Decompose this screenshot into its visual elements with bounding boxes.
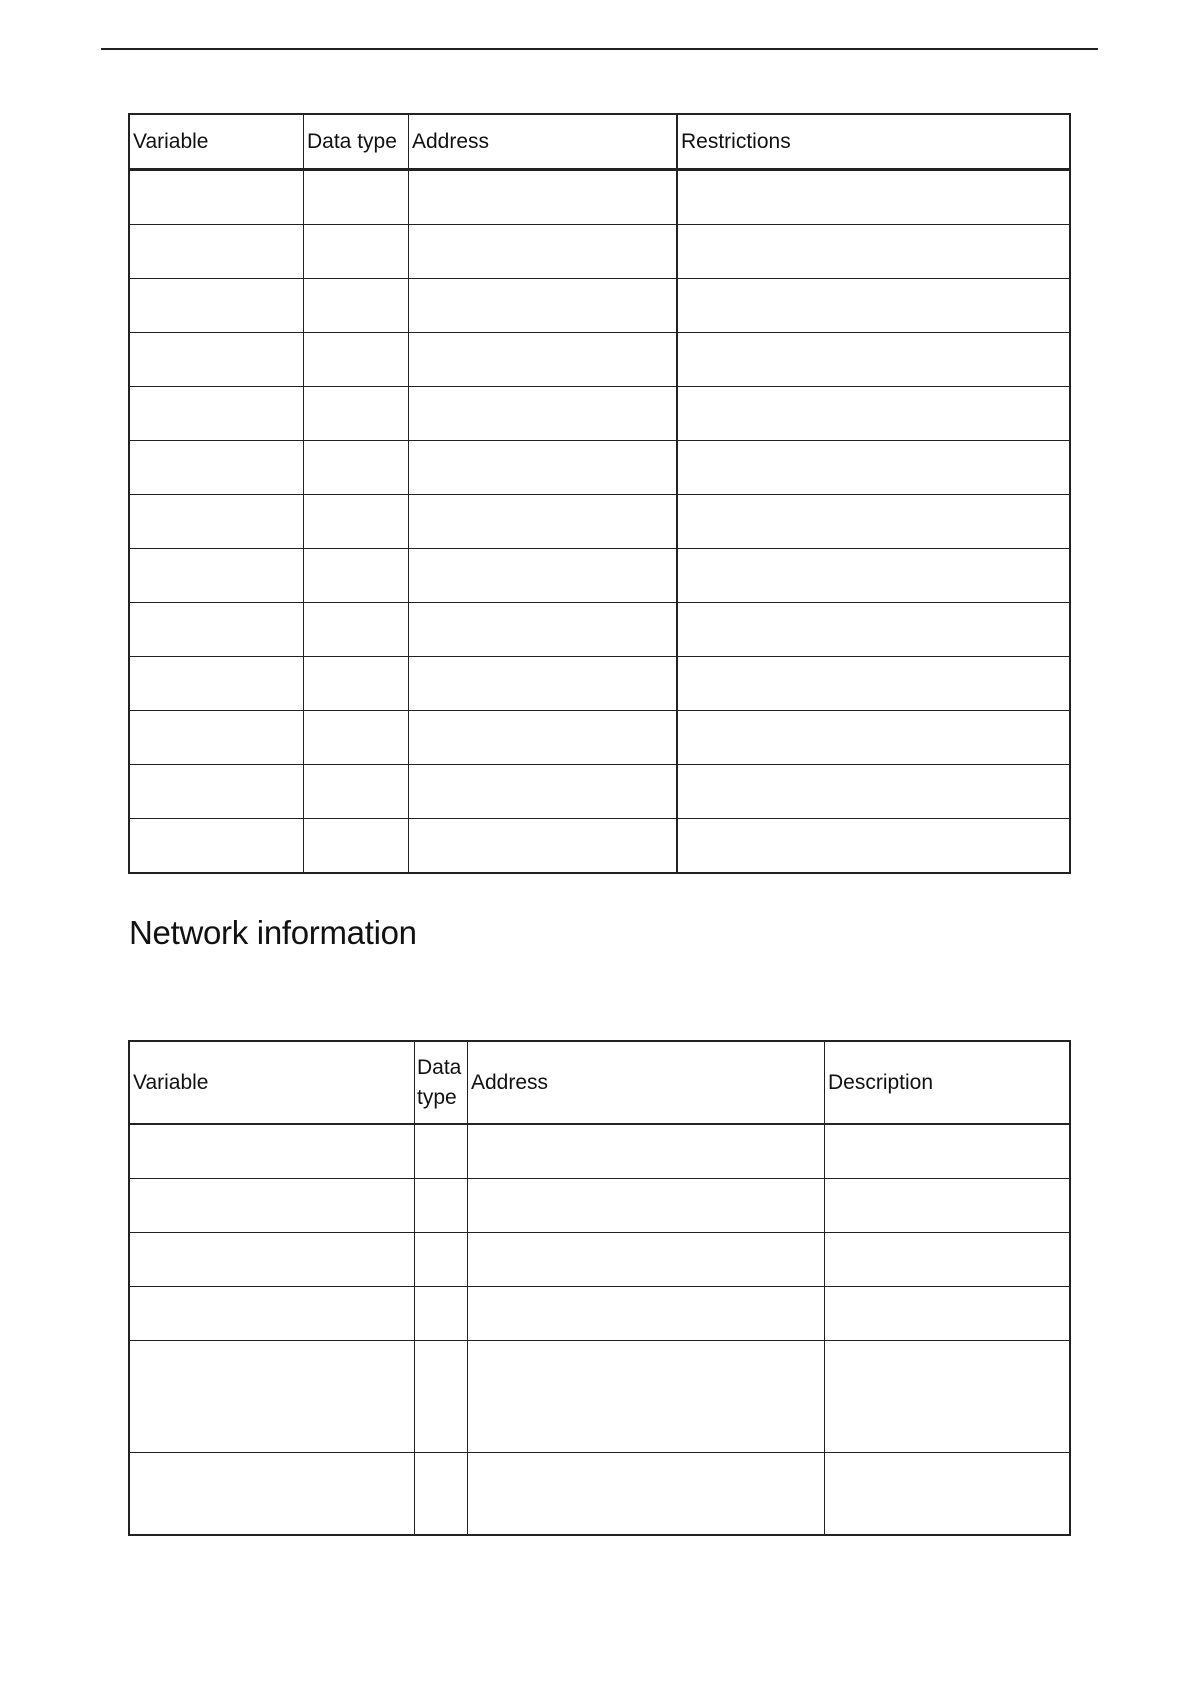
table-cell	[409, 495, 678, 549]
table-cell	[129, 711, 304, 765]
table-cell	[129, 1341, 415, 1453]
column-header-address: Address	[468, 1041, 825, 1124]
table-row	[129, 549, 1070, 603]
table-cell	[129, 333, 304, 387]
table-cell	[129, 279, 304, 333]
table-cell	[677, 225, 1070, 279]
table-row	[129, 279, 1070, 333]
table-cell	[415, 1233, 468, 1287]
table-cell	[825, 1233, 1071, 1287]
table-row	[129, 441, 1070, 495]
table-cell	[409, 170, 678, 225]
table-cell	[129, 225, 304, 279]
variables-table	[128, 113, 1071, 874]
table-cell	[129, 1233, 415, 1287]
column-header-restrictions: Restrictions	[677, 114, 1070, 170]
table-cell	[304, 279, 409, 333]
table-cell	[129, 1179, 415, 1233]
table-cell	[129, 1124, 415, 1179]
table-row	[129, 819, 1070, 874]
table-cell	[129, 765, 304, 819]
table-cell	[304, 657, 409, 711]
table-cell	[129, 1453, 415, 1536]
table-cell	[129, 495, 304, 549]
table-cell	[468, 1233, 825, 1287]
table-row	[129, 333, 1070, 387]
table-cell	[825, 1124, 1071, 1179]
table-cell	[304, 170, 409, 225]
column-header-variable: Variable	[129, 1041, 415, 1124]
table-cell	[304, 441, 409, 495]
table-cell	[304, 711, 409, 765]
table-cell	[409, 549, 678, 603]
table-cell	[304, 333, 409, 387]
table-cell	[677, 657, 1070, 711]
table-cell	[304, 819, 409, 874]
table-row	[129, 1124, 1070, 1179]
table-cell	[415, 1124, 468, 1179]
table-cell	[677, 711, 1070, 765]
table-cell	[468, 1287, 825, 1341]
table-cell	[677, 279, 1070, 333]
table-header-row	[129, 114, 1070, 170]
table-cell	[677, 441, 1070, 495]
table-cell	[304, 603, 409, 657]
section-heading-network-information: Network information	[129, 914, 417, 951]
table-row	[129, 1287, 1070, 1341]
table-cell	[129, 387, 304, 441]
table-cell	[409, 657, 678, 711]
column-header-description: Description	[825, 1041, 1071, 1124]
table-cell	[129, 819, 304, 874]
table-cell	[129, 441, 304, 495]
table-cell	[409, 441, 678, 495]
table-cell	[129, 1287, 415, 1341]
table-row	[129, 765, 1070, 819]
table-cell	[825, 1453, 1071, 1536]
table-cell	[129, 170, 304, 225]
table-cell	[129, 657, 304, 711]
table-row	[129, 495, 1070, 549]
table-row	[129, 1341, 1070, 1453]
table-cell	[409, 819, 678, 874]
table-cell	[304, 387, 409, 441]
table-cell	[677, 765, 1070, 819]
table-cell	[677, 603, 1070, 657]
table-cell	[304, 225, 409, 279]
table-cell	[304, 495, 409, 549]
table-row	[129, 1233, 1070, 1287]
table-row	[129, 170, 1070, 225]
table-cell	[415, 1287, 468, 1341]
table-cell	[677, 333, 1070, 387]
table-row	[129, 603, 1070, 657]
table-cell	[677, 549, 1070, 603]
table-cell	[129, 603, 304, 657]
table-cell	[825, 1287, 1071, 1341]
table-row	[129, 711, 1070, 765]
table-cell	[409, 603, 678, 657]
table-cell	[409, 387, 678, 441]
column-header-data-type: Data type	[415, 1041, 468, 1124]
table-cell	[409, 333, 678, 387]
table-cell	[468, 1453, 825, 1536]
table-row	[129, 1179, 1070, 1233]
column-header-variable: Variable	[129, 114, 304, 170]
network-information-table	[128, 1040, 1071, 1536]
table-cell	[677, 170, 1070, 225]
table-row	[129, 387, 1070, 441]
table-cell	[409, 765, 678, 819]
table-cell	[468, 1179, 825, 1233]
table-cell	[415, 1341, 468, 1453]
table-cell	[415, 1453, 468, 1536]
table-row	[129, 1453, 1070, 1536]
table-cell	[825, 1179, 1071, 1233]
table-cell	[677, 495, 1070, 549]
table-cell	[415, 1179, 468, 1233]
table-row	[129, 225, 1070, 279]
column-header-address: Address	[409, 114, 678, 170]
column-header-data-type: Data type	[304, 114, 409, 170]
table-cell	[409, 225, 678, 279]
table-cell	[409, 711, 678, 765]
table-cell	[304, 549, 409, 603]
table-row	[129, 657, 1070, 711]
table-cell	[677, 819, 1070, 874]
table-cell	[129, 549, 304, 603]
table-cell	[304, 765, 409, 819]
table-cell	[409, 279, 678, 333]
table-header-row	[129, 1041, 1070, 1124]
page-header-rule	[101, 48, 1098, 50]
table-cell	[825, 1341, 1071, 1453]
table-cell	[468, 1341, 825, 1453]
table-cell	[677, 387, 1070, 441]
table-cell	[468, 1124, 825, 1179]
